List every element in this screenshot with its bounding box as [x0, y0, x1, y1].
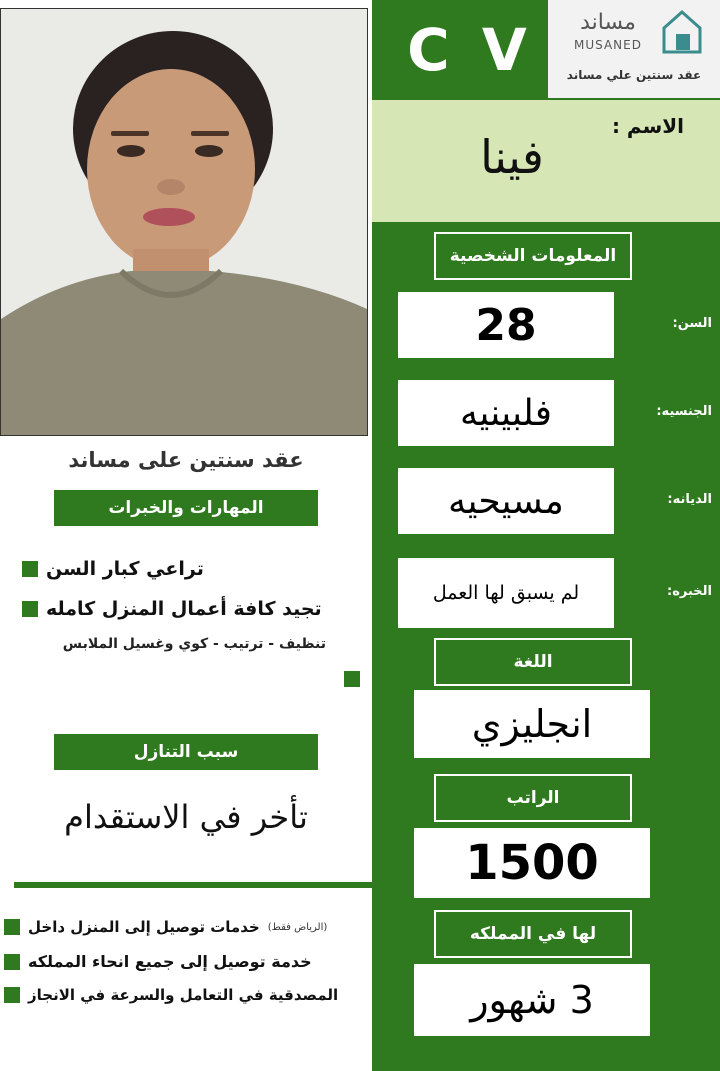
- personal-heading-label: المعلومات الشخصية: [449, 246, 617, 266]
- bullet-square-icon: [4, 919, 20, 935]
- language-heading-label: اللغة: [513, 652, 553, 672]
- religion-box: [398, 468, 614, 534]
- contract-text: عقد سنتين على مساند: [68, 448, 304, 472]
- bullet-square-icon: [22, 601, 38, 617]
- reason-heading-label: سبب التنازل: [133, 742, 239, 762]
- person-photo-icon: [1, 9, 367, 435]
- name-box: [372, 100, 720, 222]
- skill-text: تراعي كبار السن: [46, 558, 204, 580]
- skill-item: [22, 598, 362, 620]
- service-text: خدمات توصيل إلى المنزل داخل: [28, 918, 260, 936]
- skill-text: تجيد كافة أعمال المنزل كامله: [46, 598, 322, 620]
- experience-value: لم يسبق لها العمل: [432, 582, 580, 604]
- logo-house-icon: [660, 6, 704, 56]
- reason-value: تأخر في الاستقدام: [64, 798, 308, 836]
- name-label: الاسم :: [611, 114, 684, 138]
- service-item: [4, 986, 364, 1004]
- age-value: 28: [475, 299, 537, 351]
- nationality-label: الجنسيه:: [656, 404, 712, 419]
- service-item: [4, 952, 364, 971]
- bullet-square-icon: [4, 987, 20, 1003]
- service-text: خدمة توصيل إلى جميع انحاء المملكه: [28, 952, 312, 971]
- age-label: السن:: [672, 316, 712, 331]
- in-kingdom-value: 3 شهور: [470, 978, 594, 1022]
- service-note: (الرياض فقط): [267, 921, 328, 933]
- in-kingdom-box: [414, 964, 650, 1036]
- salary-heading-label: الراتب: [506, 788, 560, 808]
- logo-tagline: عقد سنتين علي مساند: [566, 68, 702, 82]
- salary-heading: [434, 774, 632, 822]
- experience-box: [398, 558, 614, 628]
- skills-heading: [54, 490, 318, 526]
- salary-value: 1500: [465, 835, 599, 891]
- language-heading: [434, 638, 632, 686]
- profile-photo: [0, 8, 368, 436]
- bullet-square-icon: [4, 954, 20, 970]
- salary-box: [414, 828, 650, 898]
- in-kingdom-heading: [434, 910, 632, 958]
- bullet-square-icon: [22, 561, 38, 577]
- skill-detail: تنظيف - ترتيب - كوي وغسيل الملابس: [62, 636, 326, 652]
- bullet-square-icon: [344, 671, 360, 687]
- religion-label: الديانه:: [667, 492, 712, 507]
- reason-heading: [54, 734, 318, 770]
- skills-heading-label: المهارات والخبرات: [108, 498, 264, 518]
- cv-title: C V: [407, 16, 533, 84]
- service-item: [4, 918, 364, 936]
- nationality-value: فلبينيه: [460, 392, 552, 434]
- service-text: المصدقية في التعامل والسرعة في الانجاز: [28, 986, 339, 1004]
- language-box: [414, 690, 650, 758]
- in-kingdom-heading-label: لها في المملكه: [469, 924, 597, 944]
- name-value: فينا: [480, 130, 544, 184]
- personal-heading: [434, 232, 632, 280]
- religion-value: مسيحيه: [448, 480, 564, 522]
- skill-item: [22, 558, 362, 580]
- divider: [14, 882, 372, 888]
- musaned-logo: [548, 0, 720, 98]
- language-value: انجليزي: [471, 702, 593, 746]
- age-box: [398, 292, 614, 358]
- logo-arabic: مساند: [580, 10, 636, 35]
- logo-english: MUSANED: [574, 38, 642, 52]
- nationality-box: [398, 380, 614, 446]
- experience-label: الخبره:: [667, 584, 712, 599]
- right-panel: [372, 0, 720, 1071]
